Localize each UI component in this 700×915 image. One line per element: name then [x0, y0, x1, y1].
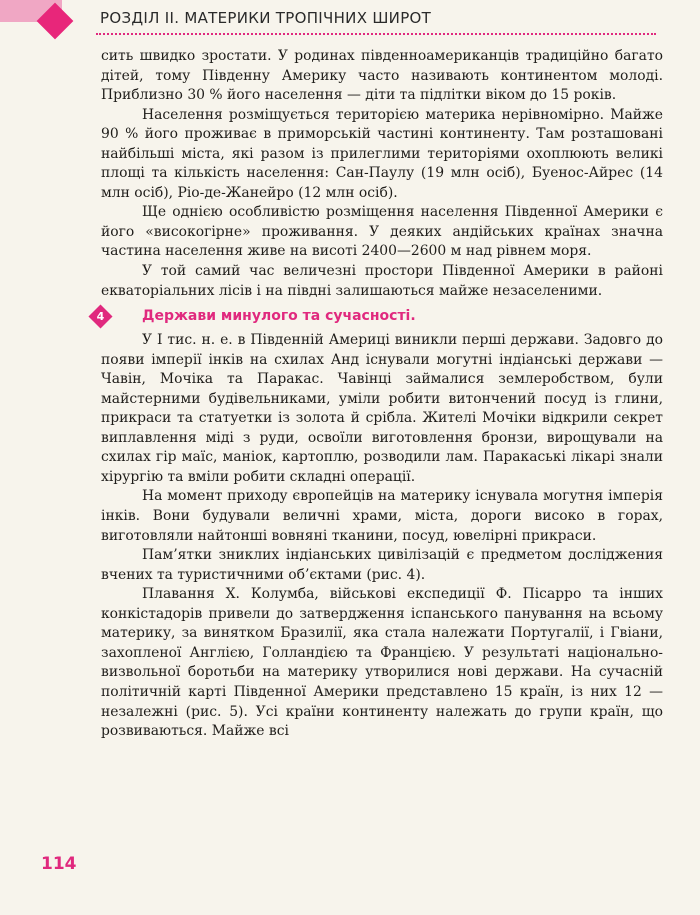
section-heading — [96, 307, 663, 327]
paragraph: Ще однією особливістю розміщення населення Південної Америки є його «високогірне» проживання. У деяких андійських країнах значна частина населення живе на висоті 2400—2600 м над рівнем моря. — [101, 204, 663, 260]
page-number: 114 — [41, 854, 77, 874]
paragraph: У той самий час величезні простори Південної Америки в районі екваторіальних лісів і на півдні залишаються майже незаселеними. — [101, 263, 663, 299]
section-title: Держави минулого та сучасності. — [142, 308, 416, 325]
page-body — [96, 47, 663, 742]
paragraph: На момент приходу європейців на материку існувала могутня імперія інків. Вони будували величні храми, міста, дороги високо в горах, виготовляли найтонші вовняні тканини, посуд, ювелірні прикраси. — [101, 488, 663, 544]
paragraph: Населення розміщується територією материка нерівномірно. Майже 90 % його проживає в приморській частині континенту. Там розташовані найбільші міста, які разом із прилеглими територіями охоплюють великі площі та кількість населення: Сан-Паулу (19 млн осіб), Буенос-Айрес (14 млн осіб), Ріо-де-Жанейро (12 млн осіб). — [101, 106, 663, 201]
chapter-title: РОЗДІЛ ІІ. МАТЕРИКИ ТРОПІЧНИХ ШИРОТ — [100, 9, 432, 27]
header-divider — [96, 33, 656, 35]
paragraph: сить швидко зростати. У родинах південноамериканців традиційно багато дітей, тому Південну Америку часто називають континентом молоді. Приблизно 30 % його населення — діти та підлітки віком до 15 років. — [101, 48, 663, 104]
paragraph: Плавання Х. Колумба, військові експедиції Ф. Пісарро та інших конкістадорів привели до затвердження іспанського панування на всьому материку, за винятком Бразилії, яка стала належати Португалії, і Гвіани, захопленої Англією, Голландією та Францією. У результаті національно-визвольної боротьби на материку утворилися нові держави. На сучасній політичній карті Південної Америки представлено 15 країн, із них 12 — незалежні (рис. 5). Усі країни континенту належать до групи країн, що розвиваються. Майже всі — [101, 586, 663, 740]
paragraph: Пам’ятки зниклих індіанських цивілізацій є предметом досліджения вчених та туристичними об’єктами (рис. 4). — [101, 547, 663, 583]
chapter-header — [0, 0, 700, 36]
paragraph: У І тис. н. е. в Південній Америці виникли перші держави. Задовго до появи імперії інків на схилах Анд існували могутні індіанські держави — Чавін, Мочіка та Паракас. Чавінці займалися землеробством, були майстерними будівельниками, уміли робити витончений посуд із глини, прикраси та статуетки із золота й срібла. Жителі Мочіки відкрили секрет виплавлення міді з руди, освоїли виготовлення бронзи, вирощували на схилах гір маїс, маніок, картоплю, розводили лам. Паракаські лікарі знали хірургію та вміли робити складні операції. — [101, 332, 663, 485]
section-number: 4 — [96, 310, 105, 324]
